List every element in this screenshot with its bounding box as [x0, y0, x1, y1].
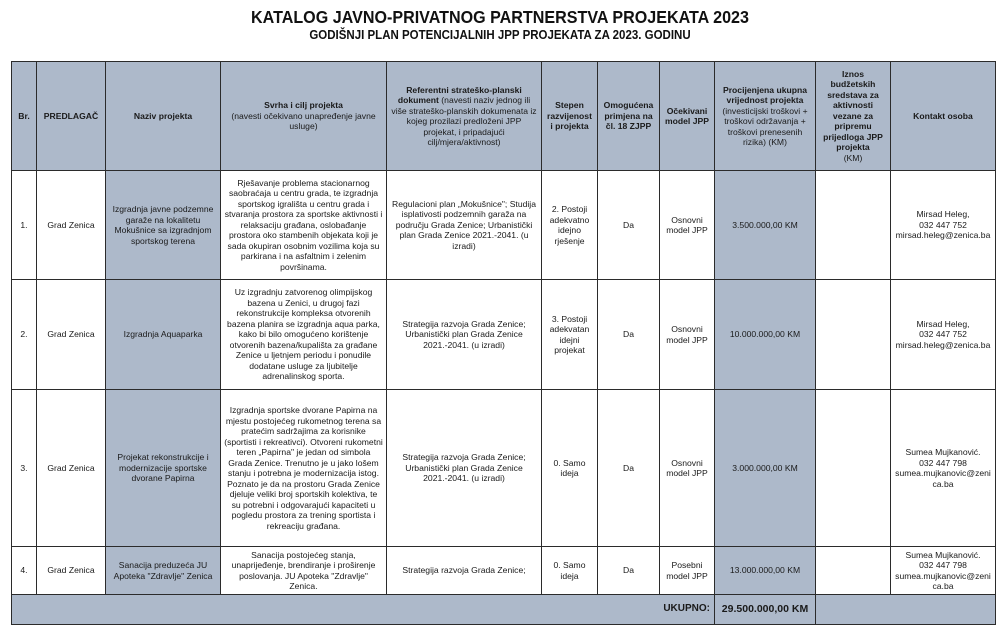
contact-phone: 032 447 798: [919, 560, 967, 570]
catalog-title: KATALOG JAVNO-PRIVATNOG PARTNERSTVA PROJEKATA 2023: [251, 7, 749, 27]
cell-kontakt: [891, 280, 996, 390]
cell-vrijednost: 13.000.000,00 KM: [715, 547, 816, 595]
cell-naziv: Sanacija preduzeća JU Apoteka "Zdravlje" Zenica: [106, 547, 221, 595]
cell-kontakt: [891, 171, 996, 280]
cell-kontakt: [891, 390, 996, 547]
cell-br: 3.: [12, 390, 37, 547]
cell-naziv: Izgradnja Aquaparka: [106, 280, 221, 390]
cell-kontakt: [891, 547, 996, 595]
cell-predlagac: Grad Zenica: [37, 171, 106, 280]
contact-name: Sumea Mujkanović.: [905, 447, 981, 457]
table-row: [12, 547, 996, 595]
cell-svrha: Izgradnja sportske dvorane Papirna na mjestu postojećeg rukometnog terena sa pratećim sadržajima za korisnike (sportisti i rekreativci). Otvoreni rukometni teren „Papirna" je jedan od simbola Grada Zenice. Trenutno je u jako lošem stanju i potrebna je modernizacija istog. Poznato je da na prostoru Grada Zenice djeluje veliki broj sportskih kolektiva, te su potrebni i odgovarajući kapaciteti u pogledu prostora za trening sportista i rekreaciju građana.: [221, 390, 387, 547]
cell-omogucena: Da: [598, 390, 660, 547]
header-referentni: Referentni strateško-planski dokument (navesti naziv jednog ili više strateško-planskih dokumenata iz kojeg prozilazi predloženi JPP projekat, i pripadajući cilj/mjera/aktivnost): [387, 62, 542, 171]
cell-omogucena: Da: [598, 547, 660, 595]
cell-br: 1.: [12, 171, 37, 280]
cell-model: Osnovni model JPP: [660, 390, 715, 547]
contact-name: Mirsad Heleg,: [916, 318, 970, 329]
cell-stepen: 2. Postoji adekvatno idejno rješenje: [542, 171, 598, 280]
cell-naziv: Izgradnja javne podzemne garaže na lokalitetu Mokušnice sa izgradnjom sportskog terena: [106, 171, 221, 280]
cell-referentni: Strategija razvoja Grada Zenice;: [387, 547, 542, 595]
total-label: UKUPNO:: [12, 595, 715, 625]
header-procijenjena: Procijenjena ukupna vrijednost projekta (investicijski troškovi + troškovi održavanja + troškovi prenesenih rizika) (KM): [715, 62, 816, 171]
contact-name: Sumea Mujkanović.: [905, 549, 981, 560]
cell-iznos: [816, 280, 891, 390]
contact-email: sumea.mujkanovic@zenica.ba: [895, 468, 991, 489]
cell-br: 2.: [12, 280, 37, 390]
cell-iznos: [816, 547, 891, 595]
cell-naziv: Projekat rekonstrukcije i modernizacije sportske dvorane Papirna: [106, 390, 221, 547]
cell-svrha: Sanacija postojećeg stanja, unaprijeđenje, brendiranje i proširenje poslovanja. JU Apoteka "Zdravlje" Zenica.: [221, 547, 387, 595]
cell-stepen: 3. Postoji adekvatan idejni projekat: [542, 280, 598, 390]
total-empty-cell: [816, 595, 996, 625]
cell-omogucena: Da: [598, 171, 660, 280]
cell-vrijednost: 3.000.000,00 KM: [715, 390, 816, 547]
contact-phone: 032 447 798: [919, 457, 967, 468]
header-br: Br.: [12, 62, 37, 171]
cell-vrijednost: 3.500.000,00 KM: [715, 171, 816, 280]
header-stepen: Stepen razvijenost i projekta: [542, 62, 598, 171]
total-value: 29.500.000,00 KM: [715, 595, 816, 625]
cell-vrijednost: 10.000.000,00 KM: [715, 280, 816, 390]
header-iznos: Iznos budžetskih sredstava za aktivnosti vezane za pripremu prijedloga JPP projekta (KM): [816, 62, 891, 171]
table-header-row: [12, 62, 996, 171]
header-svrha: Svrha i cilj projekta (navesti očekivano unapređenje javne usluge): [221, 62, 387, 171]
table-row: [12, 390, 996, 547]
cell-stepen: 0. Samo ideja: [542, 390, 598, 547]
total-row: [12, 595, 996, 625]
cell-svrha: Uz izgradnju zatvorenog olimpijskog bazena u Zenici, u drugoj fazi rekonstrukcije kompleksa otvorenih bazena planira se izgradnja aqua parka, kako bi bilo omogućeno korištenje otvorenih bazena/kupališta za građane Zenice u ljetnjem periodu i ponudile dodatane usluge za ljubitelje adrenalinskog sporta.: [221, 280, 387, 390]
header-kontakt: Kontakt osoba: [891, 62, 996, 171]
table-row: [12, 280, 996, 390]
contact-email: mirsad.heleg@zenica.ba: [895, 230, 991, 241]
contact-name: Mirsad Heleg,: [916, 209, 970, 220]
catalog-subtitle: GODIŠNJI PLAN POTENCIJALNIH JPP PROJEKATA ZA 2023. GODINU: [309, 28, 691, 42]
cell-predlagac: Grad Zenica: [37, 390, 106, 547]
table-row: [12, 171, 996, 280]
cell-referentni: Regulacioni plan „Mokušnice"; Studija isplativosti podzemnih garaža na području Grada Zenice; Urbanistički plan Grada Zenice 2021.-2041. (u izradi): [387, 171, 542, 280]
cell-svrha: Rješavanje problema stacionarnog saobraćaja u centru grada, te izgradnja sportskog igrališta u centru grada i stvaranja prostora za sportske aktivnosti i relaksaciju građana, oslobađanje prostora oko stambenih objekata koji je sada okupiran osobnim vozilima koja su parkirana i na asfaltnim i zelenim površinama.: [221, 171, 387, 280]
cell-br: 4.: [12, 547, 37, 595]
header-omogucena: Omogućena primjena na čl. 18 ZJPP: [598, 62, 660, 171]
cell-model: Osnovni model JPP: [660, 280, 715, 390]
cell-iznos: [816, 390, 891, 547]
contact-phone: 032 447 752: [919, 329, 967, 340]
cell-referentni: Strategija razvoja Grada Zenice; Urbanistički plan Grada Zenice 2021.-2041. (u izradi): [387, 390, 542, 547]
cell-iznos: [816, 171, 891, 280]
contact-phone: 032 447 752: [919, 219, 967, 230]
cell-predlagac: Grad Zenica: [37, 547, 106, 595]
cell-predlagac: Grad Zenica: [37, 280, 106, 390]
contact-email: sumea.mujkanovic@zenica.ba: [895, 570, 991, 591]
header-ocekivani: Očekivani model JPP: [660, 62, 715, 171]
cell-model: Osnovni model JPP: [660, 171, 715, 280]
header-predlagac: PREDLAGAČ: [37, 62, 106, 171]
projects-table: [11, 61, 996, 625]
header-naziv: Naziv projekta: [106, 62, 221, 171]
cell-stepen: 0. Samo ideja: [542, 547, 598, 595]
cell-omogucena: Da: [598, 280, 660, 390]
cell-model: Posebni model JPP: [660, 547, 715, 595]
cell-referentni: Strategija razvoja Grada Zenice; Urbanistički plan Grada Zenice 2021.-2041. (u izradi): [387, 280, 542, 390]
contact-email: mirsad.heleg@zenica.ba: [895, 339, 991, 350]
